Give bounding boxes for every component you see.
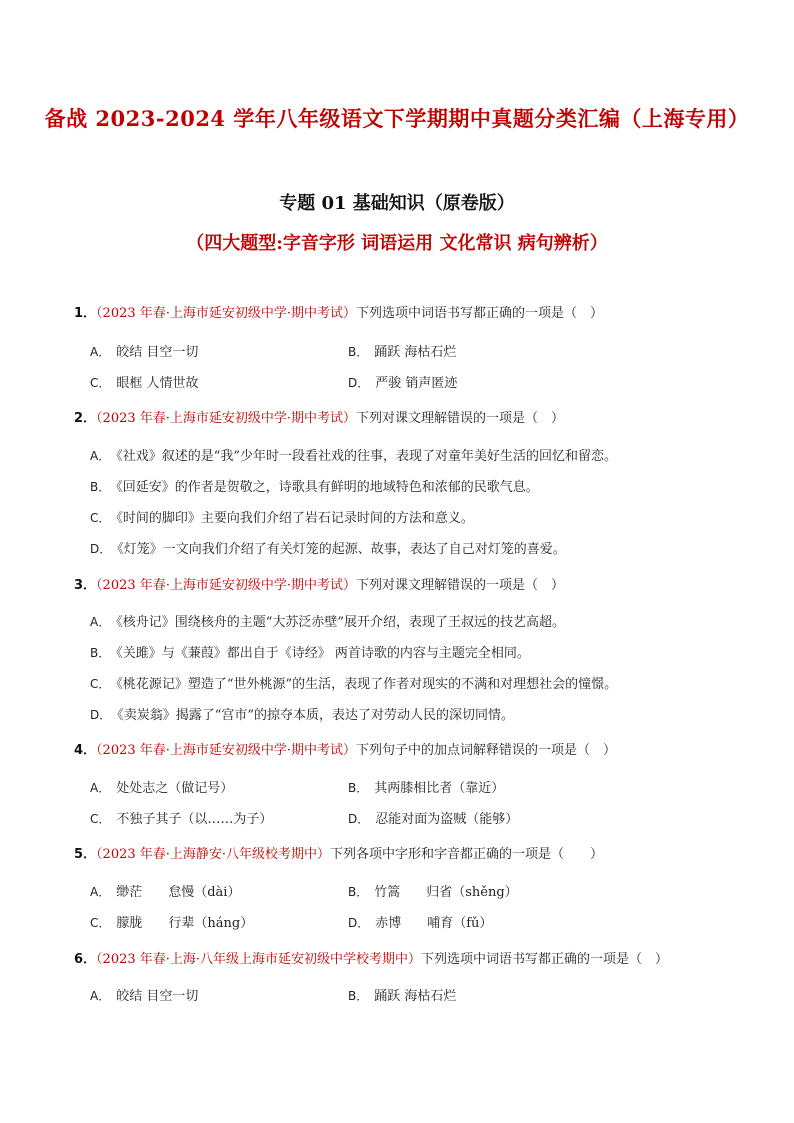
option-label: A． — [90, 989, 111, 1003]
option-text: 眼框 人情世故 — [116, 376, 199, 391]
question-number: 4． — [74, 743, 97, 758]
option-label: A． — [90, 449, 111, 463]
question-types-subtitle: （四大题型:字音字形 词语运用 文化常识 病句辨析） — [186, 233, 608, 254]
option-a — [90, 883, 240, 902]
option-text: 《关雎》与《蒹葭》都出自于《诗经》 两首诗歌的内容与主题完全相同。 — [116, 646, 530, 661]
option-b — [348, 883, 518, 902]
option-d — [348, 810, 518, 829]
question-number: 5． — [74, 847, 97, 862]
option-text: 处处志之（做记号） — [116, 781, 234, 796]
question-stem: 下列对课文理解错误的一项是（ ） — [356, 578, 565, 593]
question-stem: 下列句子中的加点词解释错误的一项是（ ） — [356, 743, 617, 758]
option-b — [348, 779, 504, 798]
option-b — [90, 478, 539, 497]
option-c — [90, 509, 474, 528]
option-text: 竹篙 归省（shěng） — [374, 885, 518, 900]
question-4 — [74, 742, 616, 760]
question-source: （2023 年春·上海市延安初级中学·期中考试） — [96, 743, 357, 758]
option-label: D． — [348, 376, 370, 390]
question-source: （2023 年春·上海市延安初级中学·期中考试） — [96, 578, 357, 593]
document-title: 备战 2023-2024 学年八年级语文下学期期中真题分类汇编（上海专用） — [44, 106, 750, 131]
option-text: 踊跃 海枯石烂 — [374, 345, 457, 360]
question-number: 6． — [74, 952, 97, 967]
question-source: （2023 年春·上海·八年级上海市延安初级中学校考期中） — [96, 952, 422, 967]
question-stem: 下列各项中字形和字音都正确的一项是（ ） — [330, 847, 604, 862]
question-number: 3． — [74, 578, 97, 593]
option-a — [90, 343, 198, 362]
topic-title: 专题 01 基础知识（原卷版） — [279, 193, 515, 214]
option-text: 忍能对面为盗贼（能够） — [375, 812, 519, 827]
question-source: （2023 年春·上海静安·八年级校考期中） — [96, 847, 331, 862]
option-label: D． — [90, 542, 112, 556]
option-label: C． — [90, 511, 111, 525]
option-label: C． — [90, 677, 111, 691]
option-b — [348, 987, 456, 1006]
option-d — [348, 374, 457, 393]
option-a — [90, 447, 617, 466]
option-text: 《灯笼》一文向我们介绍了有关灯笼的起源、故事，表达了自己对灯笼的喜爱。 — [117, 542, 566, 557]
option-label: D． — [348, 916, 370, 930]
option-d — [348, 914, 492, 933]
option-text: 皎结 目空一切 — [116, 345, 199, 360]
option-label: D． — [90, 708, 112, 722]
option-text: 踊跃 海枯石烂 — [374, 989, 457, 1004]
question-stem: 下列选项中词语书写都正确的一项是（ ） — [356, 306, 604, 321]
option-a — [90, 779, 233, 798]
option-text: 《桃花源记》塑造了“世外桃源”的生活，表现了作者对现实的不满和对理想社会的憧憬。 — [116, 677, 618, 692]
option-d — [90, 706, 514, 725]
option-label: D． — [348, 812, 370, 826]
option-c — [90, 914, 253, 933]
question-2 — [74, 410, 564, 428]
option-label: B． — [90, 646, 111, 660]
option-label: A． — [90, 885, 111, 899]
option-label: C． — [90, 812, 111, 826]
question-number: 2． — [74, 411, 97, 426]
option-text: 《回延安》的作者是贺敬之，诗歌具有鲜明的地域特色和浓郁的民歌气息。 — [116, 480, 539, 495]
option-text: 赤博 哺育（fǔ） — [375, 916, 493, 931]
option-text: 《卖炭翁》揭露了“宫市”的掠夺本质，表达了对劳动人民的深切同情。 — [117, 708, 515, 723]
question-5 — [74, 846, 603, 864]
option-c — [90, 374, 199, 393]
question-number: 1． — [74, 306, 97, 321]
option-text: 严骏 销声匿迹 — [375, 376, 458, 391]
option-d — [90, 540, 566, 559]
question-stem: 下列选项中词语书写都正确的一项是（ ） — [421, 952, 669, 967]
option-label: C． — [90, 376, 111, 390]
option-b — [348, 343, 456, 362]
question-6 — [74, 951, 668, 969]
option-text: 皎结 目空一切 — [116, 989, 199, 1004]
option-text: 不独子其子（以……为子） — [116, 812, 273, 827]
option-label: B． — [348, 345, 369, 359]
option-b — [90, 644, 530, 663]
option-label: B． — [348, 989, 369, 1003]
option-label: A． — [90, 345, 111, 359]
option-label: B． — [90, 480, 111, 494]
option-label: B． — [348, 885, 369, 899]
option-label: A． — [90, 615, 111, 629]
option-label: B． — [348, 781, 369, 795]
option-a — [90, 613, 565, 632]
question-source: （2023 年春·上海市延安初级中学·期中考试） — [96, 306, 357, 321]
option-text: 《核舟记》围绕核舟的主题“大苏泛赤壁”展开介绍，表现了王叔远的技艺高超。 — [116, 615, 566, 630]
option-label: C． — [90, 916, 111, 930]
option-text: 《时间的脚印》主要向我们介绍了岩石记录时间的方法和意义。 — [116, 511, 474, 526]
question-3 — [74, 577, 564, 595]
question-stem: 下列对课文理解错误的一项是（ ） — [356, 411, 565, 426]
option-text: 《社戏》叙述的是“我”少年时一段看社戏的往事，表现了对童年美好生活的回忆和留恋。 — [116, 449, 618, 464]
option-text: 朦胧 行辈（háng） — [116, 916, 254, 931]
question-1 — [74, 305, 603, 323]
option-a — [90, 987, 198, 1006]
question-source: （2023 年春·上海市延安初级中学·期中考试） — [96, 411, 357, 426]
option-c — [90, 810, 272, 829]
option-text: 其两膝相比者（靠近） — [374, 781, 505, 796]
option-label: A． — [90, 781, 111, 795]
option-text: 缈茫 怠慢（dài） — [116, 885, 241, 900]
option-c — [90, 675, 617, 694]
